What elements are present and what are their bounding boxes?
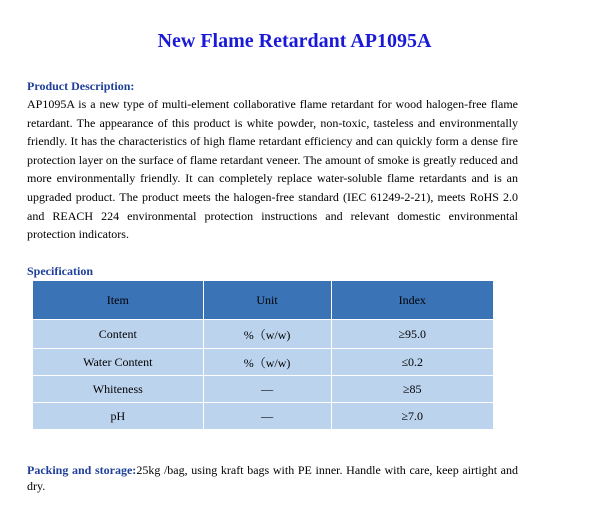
- cell-index: ≥7.0: [331, 403, 493, 430]
- cell-item: Content: [33, 320, 204, 349]
- specification-table: [32, 280, 494, 430]
- cell-unit: %（w/w): [203, 349, 331, 376]
- cell-unit: %（w/w): [203, 320, 331, 349]
- table-header-row: [33, 281, 494, 320]
- description-heading: Product Description:: [27, 79, 135, 93]
- page-title: New Flame Retardant AP1095A: [157, 30, 432, 52]
- table-row: [33, 320, 494, 349]
- table-row: [33, 403, 494, 430]
- cell-index: ≤0.2: [331, 349, 493, 376]
- cell-item: Whiteness: [33, 376, 204, 403]
- description-text: AP1095A is a new type of multi-element collaborative flame retardant for wood halogen-free flame retardant. The appearance of this product is white powder, non-toxic, tasteless and environmentally friendly. It has the characteristics of high flame retardant efficiency and can quickly form a dense fire protection layer on the surface of flame retardant veneer. The amount of smoke is greatly reduced and more environmentally friendly. It can completely replace water-soluble flame retardants and is an upgraded product. The product meets the halogen-free standard (IEC 61249-2-21), meets RoHS 2.0 and REACH 224 environmental protection instructions and relevant domestic environmental protection indicators.: [27, 97, 518, 242]
- packing-text: 25kg /bag, using kraft bags with PE inner. Handle with care, keep airtight and dry.: [27, 463, 519, 493]
- cell-unit: —: [203, 403, 331, 430]
- cell-unit: —: [203, 376, 331, 403]
- table-row: [33, 376, 494, 403]
- packing-paragraph: [27, 463, 518, 494]
- table-row: [33, 349, 494, 376]
- header-index: Index: [331, 281, 493, 320]
- specification-heading: Specification: [27, 264, 93, 278]
- header-unit: Unit: [203, 281, 331, 320]
- cell-item: Water Content: [33, 349, 204, 376]
- cell-item: pH: [33, 403, 204, 430]
- header-item: Item: [33, 281, 204, 320]
- packing-label: Packing and storage:: [27, 463, 137, 477]
- cell-index: ≥95.0: [331, 320, 493, 349]
- cell-index: ≥85: [331, 376, 493, 403]
